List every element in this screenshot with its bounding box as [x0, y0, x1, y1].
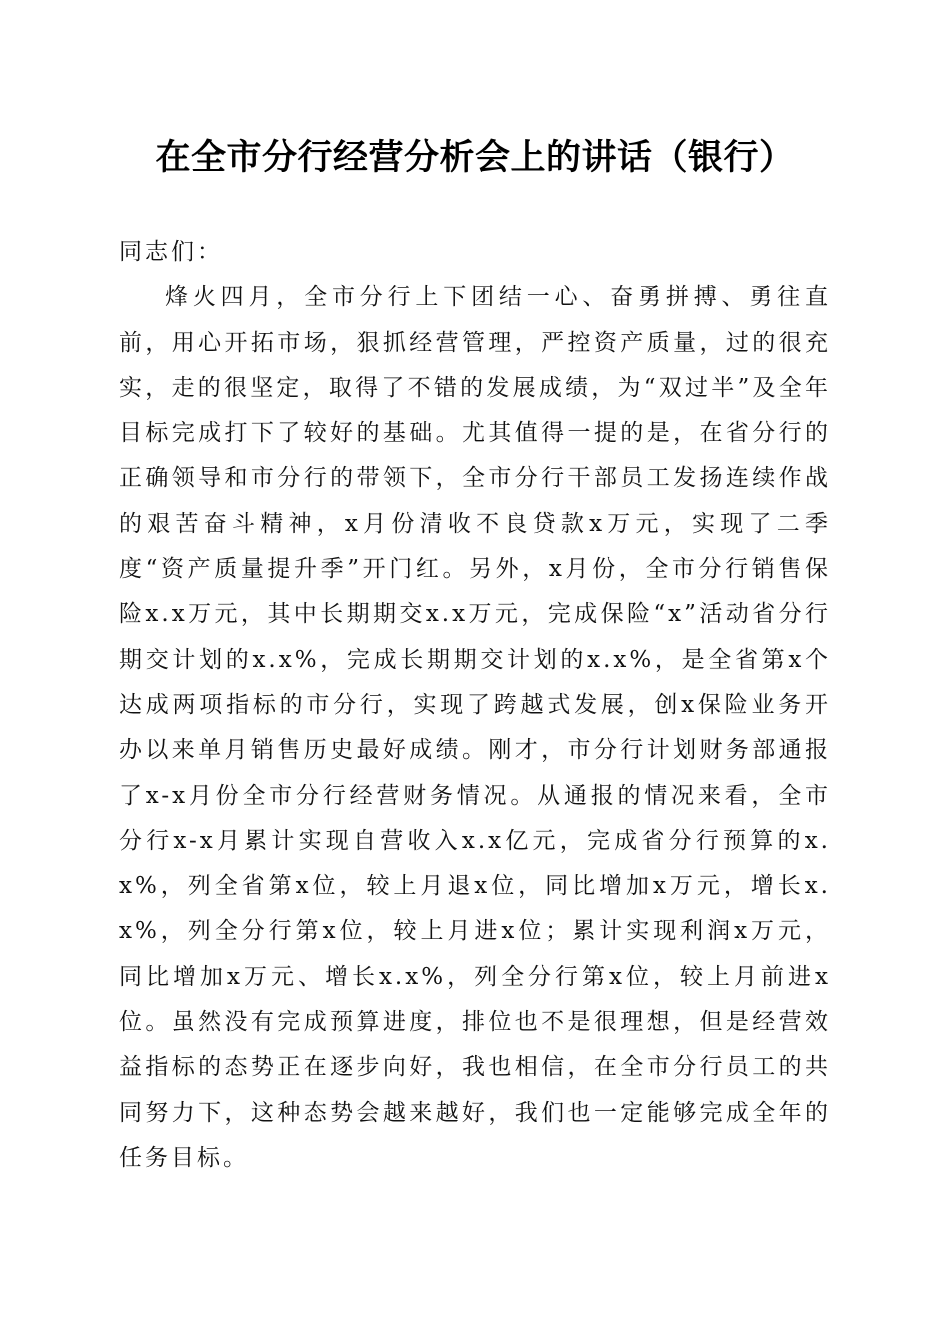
body-paragraph: 烽火四月，全市分行上下团结一心、奋勇拼搏、勇往直前，用心开拓市场，狠抓经营管理，严控资产质量，过的很充实，走的很坚定，取得了不错的发展成绩，为“双过半”及全年目标完成打下了较好的基础。尤其值得一提的是，在省分行的正确领导和市分行的带领下，全市分行干部员工发扬连续作战的艰苦奋斗精神，x月份清收不良贷款x万元，实现了二季度“资产质量提升季”开门红。另外，x月份，全市分行销售保险x.x万元，其中长期期交x.x万元，完成保险“x”活动省分行期交计划的x.x%，完成长期期交计划的x.x%，是全省第x个达成两项指标的市分行，实现了跨越式发展，创x保险业务开办以来单月销售历史最好成绩。刚才，市分行计划财务部通报了x-x月份全市分行经营财务情况。从通报的情况来看，全市分行x-x月累计实现自营收入x.x亿元，完成省分行预算的x.x%，列全省第x位，较上月退x位，同比增加x万元，增长x.x%，列全分行第x位，较上月进x位；累计实现利润x万元，同比增加x万元、增长x.x%，列全分行第x位，较上月前进x位。虽然没有完成预算进度，排位也不是很理想，但是经营效益指标的态势正在逐步向好，我也相信，在全市分行员工的共同努力下，这种态势会越来越好，我们也一定能够完成全年的任务目标。 [119, 284, 831, 1171]
document-title: 在全市分行经营分析会上的讲话（银行） [155, 138, 795, 178]
salutation: 同志们： [119, 239, 223, 265]
document-body [119, 230, 831, 1181]
